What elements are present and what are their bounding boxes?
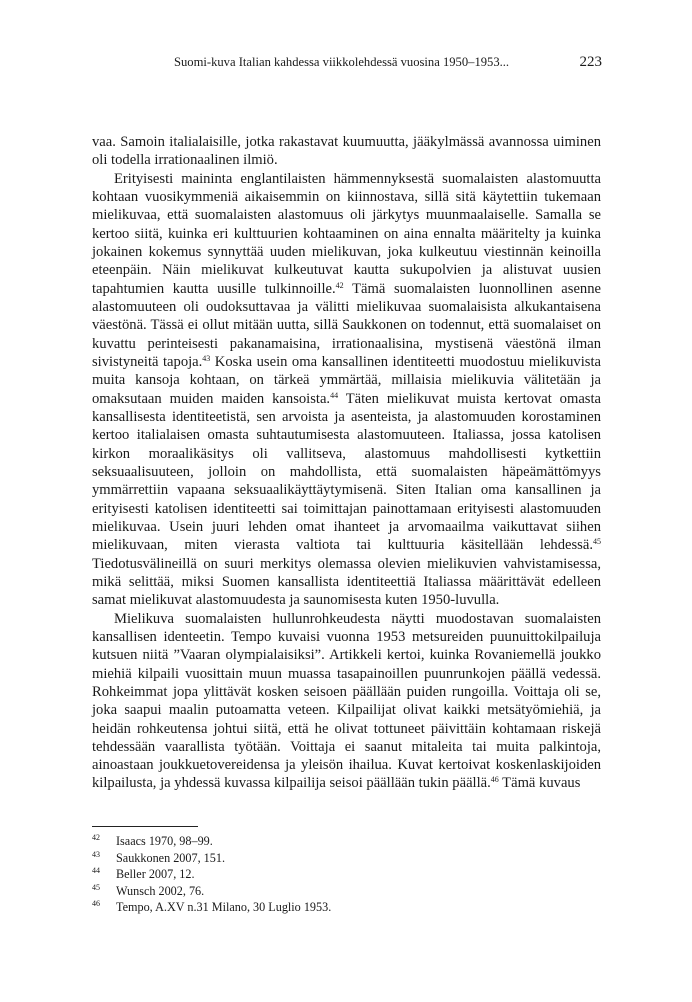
footnote-45 [92,883,601,900]
paragraph-2-text-1: Erityisesti maininta englantilaisten hämmennyksestä suomalaisten alastomuutta kohtaan vuosikymmeniä aikaisemmin on kiinnostava, sillä sitä käytettiin tukemaan mielikuvaa, että suomalaisten alastomuus oli järkytys muunmaalaiselle. Samalla se kertoo siitä, kuinka eri kulttuurien kohtaaminen on aina ennalta määritelty ja kuinka jokainen kokemus synnyttää uuden mielikuvan, joka kulkeutuu viestinnän keinoilla eteenpäin. Näin mielikuvat kulkeutuvat kautta sukupolvien ja alistuvat uusien tapahtumien kautta uusille tulkinnoille. [92,170,601,297]
footnote-text: Beller 2007, 12. [116,867,195,882]
footnote-46 [92,899,601,916]
paragraph-2-text-4: Täten mielikuvat muista kertovat omasta kansallisesta identiteetistä, sen arvoista ja asenteista, ja alastomuuden korostaminen kertoo italialaisen omasta suhtautumisesta alastomuuteen. Italiassa, jossa katolisen kirkon moraalikäsitys oli vallitseva, alastomuus mahdollisesti kytkettiin seksuaalisuuteen, jolloin on mahdollista, että suomalaisten häpeämättömyys ymmärrettiin vapaana seksuaalikäyttäytymisenä. Siten Italian oma kansallinen ja erityisesti katolisen identiteetti sai toimittajan painottamaan erityisesti alastomuuden mielikuvaa. Usein juuri lehden omat ihanteet ja arvomaailma vaikuttavat siihen mielikuvaan, miten vierasta valtiota tai kulttuuria käsitellään lehdessä. [92,390,602,554]
page-number: 223 [579,54,602,70]
footnote-42 [92,833,601,850]
paragraph-2-text-2: Tämä suomalaisten luonnollinen asenne alastomuuteen oli oudoksuttavaa ja välitti mielikuvaa suomalaisista alkukantaisena väestönä. Tässä ei ollut mitään uutta, sillä Saukkonen on todennut, että suomalaiset on kuvattu perinteisesti pakanamaisina, irrationaalisina, mystisenä väestönä ilman sivistyneitä tapoja. [92,280,601,370]
footnote-number: 42 [92,833,100,842]
body-text [92,133,601,793]
footnote-ref-44[interactable]: 44 [330,390,339,400]
running-header [92,52,602,72]
paragraph-3 [92,610,601,793]
footnote-ref-45[interactable]: 45 [593,537,601,547]
footnote-number: 45 [92,882,100,892]
footnote-ref-46[interactable]: 46 [490,775,499,785]
footnote-ref-42[interactable]: 42 [335,280,344,290]
paragraph-2-text-5: Tiedotusvälineillä on suuri merkitys olemassa olevien mielikuvien vahvistamisessa, mikä selittää, miksi Suomen kansallista identiteettiä Italiassa määrittävät edelleen samat mielikuvat alastomuudesta ja saunomisesta kuten 1950-luvulla. [92,555,601,609]
footnote-text: Saukkonen 2007, 151. [116,850,226,865]
paragraph-3-text-2: Tämä kuvaus [498,775,581,792]
paragraph-1: vaa. Samoin italialaisille, jotka rakastavat kuumuutta, jääkylmässä avannossa uiminen oli todella irrationaalinen ilmiö. [92,134,601,169]
running-title: Suomi-kuva Italian kahdessa viikkolehdessä vuosina 1950–1953... [174,55,510,69]
footnote-43 [92,850,601,867]
paragraph-2-text-3: Koska usein oma kansallinen identiteetti muodostuu mielikuvista muita kansoja kohtaan, on tärkeä ymmärtää, millaisia mielikuvia välitetään ja omaksutaan muiden maiden kansoista. [92,353,601,407]
paragraph-3-text-1: Mielikuva suomalaisten hullunrohkeudesta näytti muodostavan suomalaisten kansallisen identeetin. Tempo kuvaisi vuonna 1953 metsureiden puunuittokilpailuja kutsuen niitä ”Vaaran olympialaisiksi”. Artikkeli kertoi, kuinka Rovaniemellä joukko miehiä kilpaili vuosittain muun muassa tasapainoillen puunrunkojen päällä vedessä. Rohkeimmat jopa ylittävät kosken seisoen päällään puiden rungoilla. Voittaja oli se, joka saapui maalin putoamatta veteen. Kilpailijat olivat kaikki metsätyömiehiä, ja heidän rohkeutensa johtui siitä, että he olivat tottuneet päivittäin kohtamaan riskejä tehdessään vaarallista työtään. Voittaja ei saanut mitaleita tai muita palkintoja, ainoastaan joukkuetovereidensa ja yleisön ihailua. Kuvat kertoivat koskenlaskijoiden kilpailusta, ja yhdessä kuvassa kilpailija seisoi päällään tukin päällä. [92,610,601,792]
footnote-44 [92,866,601,883]
footnote-number: 44 [92,866,100,876]
footnote-separator [92,826,198,827]
footnote-text: Wunsch 2002, 76. [116,883,205,898]
footnote-text: Isaacs 1970, 98–99. [116,834,213,848]
footnote-number: 46 [92,899,100,909]
paragraph-2 [92,170,601,610]
footnote-ref-43[interactable]: 43 [202,353,211,363]
footnote-text: Tempo, A.XV n.31 Milano, 30 Luglio 1953. [116,900,332,915]
footnote-number: 43 [92,849,100,859]
footnotes [92,833,601,916]
